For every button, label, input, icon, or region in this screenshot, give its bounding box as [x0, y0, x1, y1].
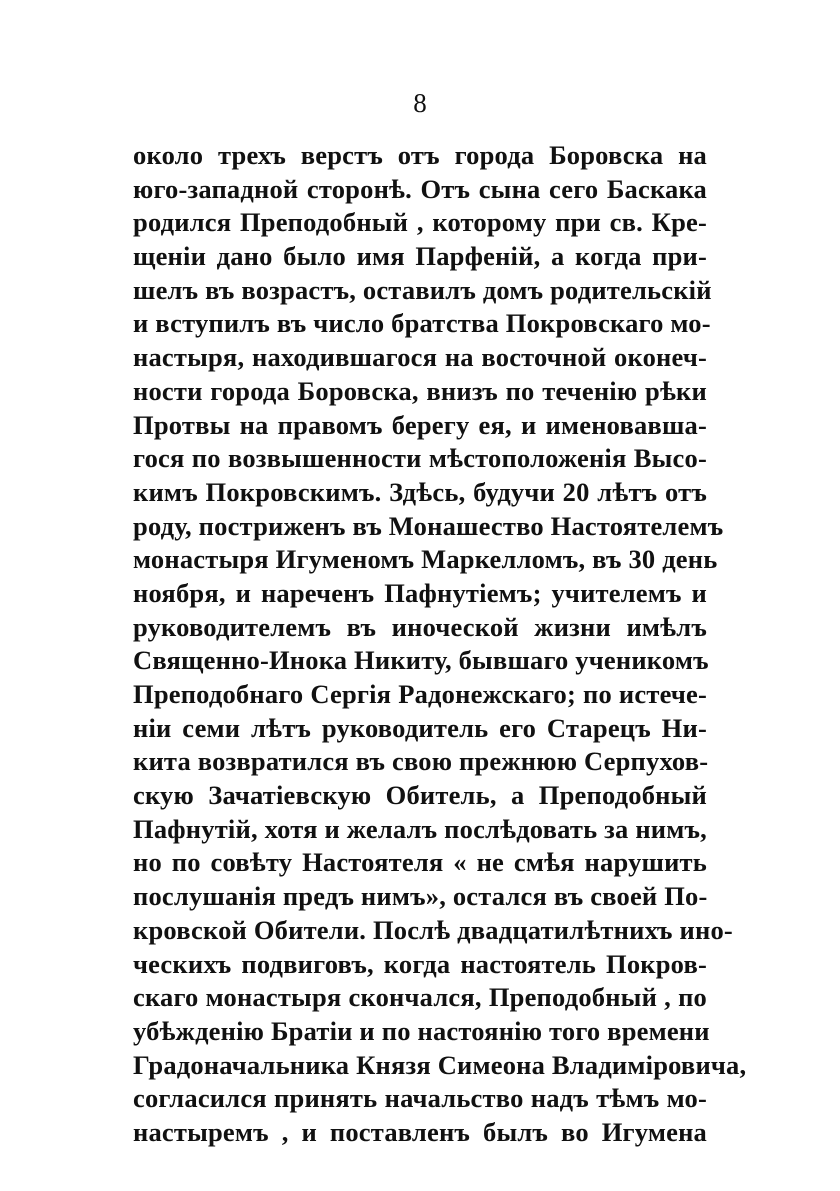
text-line: кита возвратился въ свою прежнюю Серпухов-	[133, 746, 709, 777]
text-line: юго-западной сторонѣ. Отъ сына сего Баскака	[133, 173, 707, 204]
text-line: монастыря Игуменомъ Маркелломъ, въ 30 день	[133, 544, 718, 575]
text-line: родился Преподобный , которому при св. Кре-	[133, 207, 707, 238]
text-line: ческихъ подвиговъ, когда настоятель Покров-	[133, 948, 707, 979]
text-line: шелъ въ возрастъ, оставилъ домъ родительскій	[133, 274, 712, 305]
page-number: 8	[413, 88, 427, 118]
text-line: но по совѣту Настоятеля « не смѣя нарушить	[133, 847, 707, 878]
text-line: Протвы на правомъ берегу ея, и именовавша-	[133, 409, 707, 440]
text-line: Преподобнаго Сергія Радонежскаго; по истече-	[133, 679, 707, 709]
text-line: кровской Обители. Послѣ двадцатилѣтнихъ ино-	[133, 914, 733, 945]
text-line: около трехъ верстъ отъ города Боровска на	[133, 140, 707, 170]
text-line: ноября, и нареченъ Пафнутіемъ; учителемъ и	[133, 577, 707, 608]
text-line: Пафнутій, хотя и желалъ послѣдовать за нимъ,	[133, 813, 707, 844]
text-line: скаго монастыря скончался, Преподобный , по	[133, 982, 707, 1013]
text-line: и вступилъ въ число братства Покровскаго мо-	[133, 308, 711, 339]
text-line: ніи семи лѣтъ руководитель его Старецъ Ни-	[133, 712, 707, 743]
text-line: согласился принять начальство надъ тѣмъ мо-	[133, 1083, 707, 1114]
text-line: кимъ Покровскимъ. Здѣсь, будучи 20 лѣтъ отъ	[133, 476, 707, 507]
text-line: Градоначальника Князя Симеона Владиміровича,	[133, 1049, 747, 1080]
text-line: скую Зачатіевскую Обитель, а Преподобный	[133, 780, 707, 811]
text-line: настыремъ , и поставленъ былъ во Игумена	[133, 1116, 707, 1147]
text-line: послушанія предъ нимъ», остался въ своей По-	[133, 881, 708, 912]
text-line: убѣжденію Братіи и по настоянію того времени	[133, 1015, 710, 1046]
text-line: ности города Боровска, внизъ по теченію рѣки	[133, 375, 707, 406]
text-line: гося по возвышенности мѣстоположенія Высо-	[133, 443, 707, 474]
text-line: щеніи дано было имя Парфеній, а когда при-	[133, 241, 707, 272]
text-line: Священно-Инока Никиту, бывшаго ученикомъ	[133, 645, 709, 676]
text-line: роду, постриженъ въ Монашество Настоятелемъ	[133, 510, 724, 541]
body-text	[133, 139, 747, 1150]
text-line: руководителемъ въ иноческой жизни имѣлъ	[133, 611, 707, 642]
text-line: настыря, находившагося на восточной оконеч-	[133, 342, 707, 373]
